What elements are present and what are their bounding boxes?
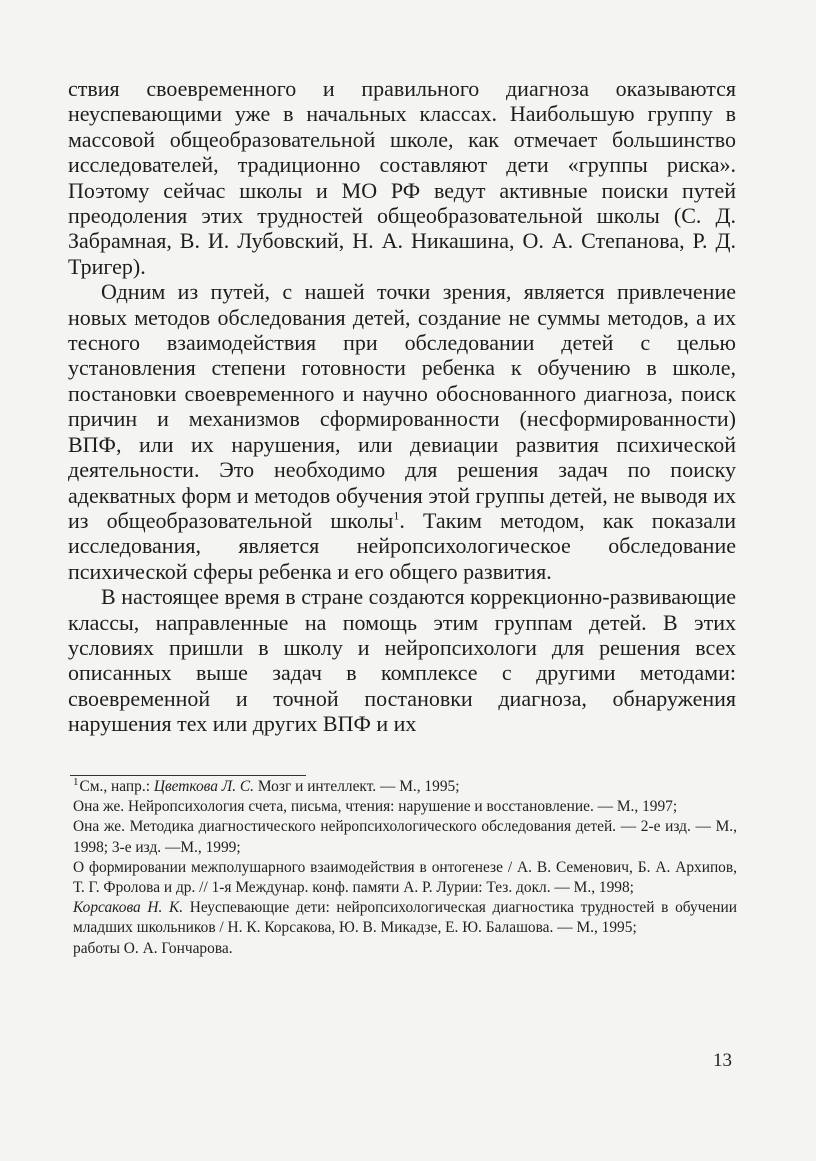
footnote-item — [73, 817, 737, 857]
footnote-text: Она же. Методика диагностического нейропсихологического обследования детей. — 2-е изд. — М., 1998; 3-е изд. —М., 1999; — [73, 818, 737, 856]
page-number: 13 — [713, 1050, 732, 1071]
footnote-text: Неуспевающие дети: нейропсихологическая диагностика трудностей в обучении младших школьников / Н. К. Корсакова, Ю. В. Микадзе, Е. Ю. Балашова. — М., 1995; — [73, 899, 737, 937]
paragraph-2-text-start: Одним из путей, с нашей точки зрения, является привлечение новых методов обследования детей, создание не суммы методов, а их тесного взаимодействия при обследовании детей с целью установления степени готовности ребенка к обучению в школе, постановки своевременного и научно обоснованного диагноза, поиск причин и механизмов сформированности (несформированности) ВПФ, или их нарушения, или девиации развития психической деятельности. Это необходимо для решения задач по поиску адекватных форм и методов обучения этой группы детей, не выводя их из общеобразовательной школы — [68, 279, 736, 533]
footnote-item — [73, 898, 737, 938]
footnote-author: Корсакова Н. К. — [73, 899, 184, 917]
footnote-text: О формировании межполушарного взаимодействия в онтогенезе / А. В. Семенович, Б. А. Архипов, Т. Г. Фролова и др. // 1-я Междунар. конф. памяти А. Р. Лурии: Тез. докл. — М., 1998; — [73, 858, 737, 897]
footnote-separator — [70, 775, 306, 776]
footnote-item — [73, 858, 737, 898]
paragraph-3 — [68, 584, 736, 736]
paragraph-1 — [68, 76, 736, 279]
footnotes — [73, 777, 737, 959]
footnote-text: работы О. А. Гончарова. — [73, 939, 233, 957]
footnote-author: Цветкова Л. С. — [153, 778, 255, 795]
footnote-text: Мозг и интеллект. — М., 1995; — [254, 778, 460, 795]
paragraph-2-text-end: . Таким методом, как показали исследования, является нейропсихологическое обследование психической сферы ребенка и его общего развития. — [68, 507, 737, 584]
paragraph-1-text: ствия своевременного и правильного диагноза оказываются неуспевающими уже в начальных классах. Наибольшую группу в массовой общеобразовательной школе, как отмечает большинство исследователей, традиционно составляют дети «группы риска». Поэтому сейчас школы и МО РФ ведут активные поиски путей преодоления этих трудностей общеобразовательной школы (С. Д. Забрамная, В. И. Лубовский, Н. А. Никашина, О. А. Степанова, Р. Д. Тригер). — [68, 76, 736, 279]
footnote-prefix: См., напр.: — [79, 778, 154, 795]
main-text — [68, 76, 736, 737]
footnote-item — [73, 777, 737, 797]
footnote-text: Она же. Нейропсихология счета, письма, чтения: нарушение и восстановление. — М., 1997; — [73, 798, 678, 816]
footnote-item — [73, 797, 737, 817]
paragraph-3-text: В настоящее время в стране создаются коррекционно-развивающие классы, направленные на помощь этим группам детей. В этих условиях пришли в школу и нейропсихологи для решения всех описанных выше задач в комплексе с другими методами: своевременной и точной постановки диагноза, обнаружения нарушения тех или других ВПФ и их — [68, 584, 736, 737]
footnote-item — [73, 939, 737, 959]
footnote-mark: 1 — [73, 775, 79, 788]
paragraph-2 — [68, 279, 736, 584]
footnote-reference-mark: 1 — [393, 508, 400, 523]
